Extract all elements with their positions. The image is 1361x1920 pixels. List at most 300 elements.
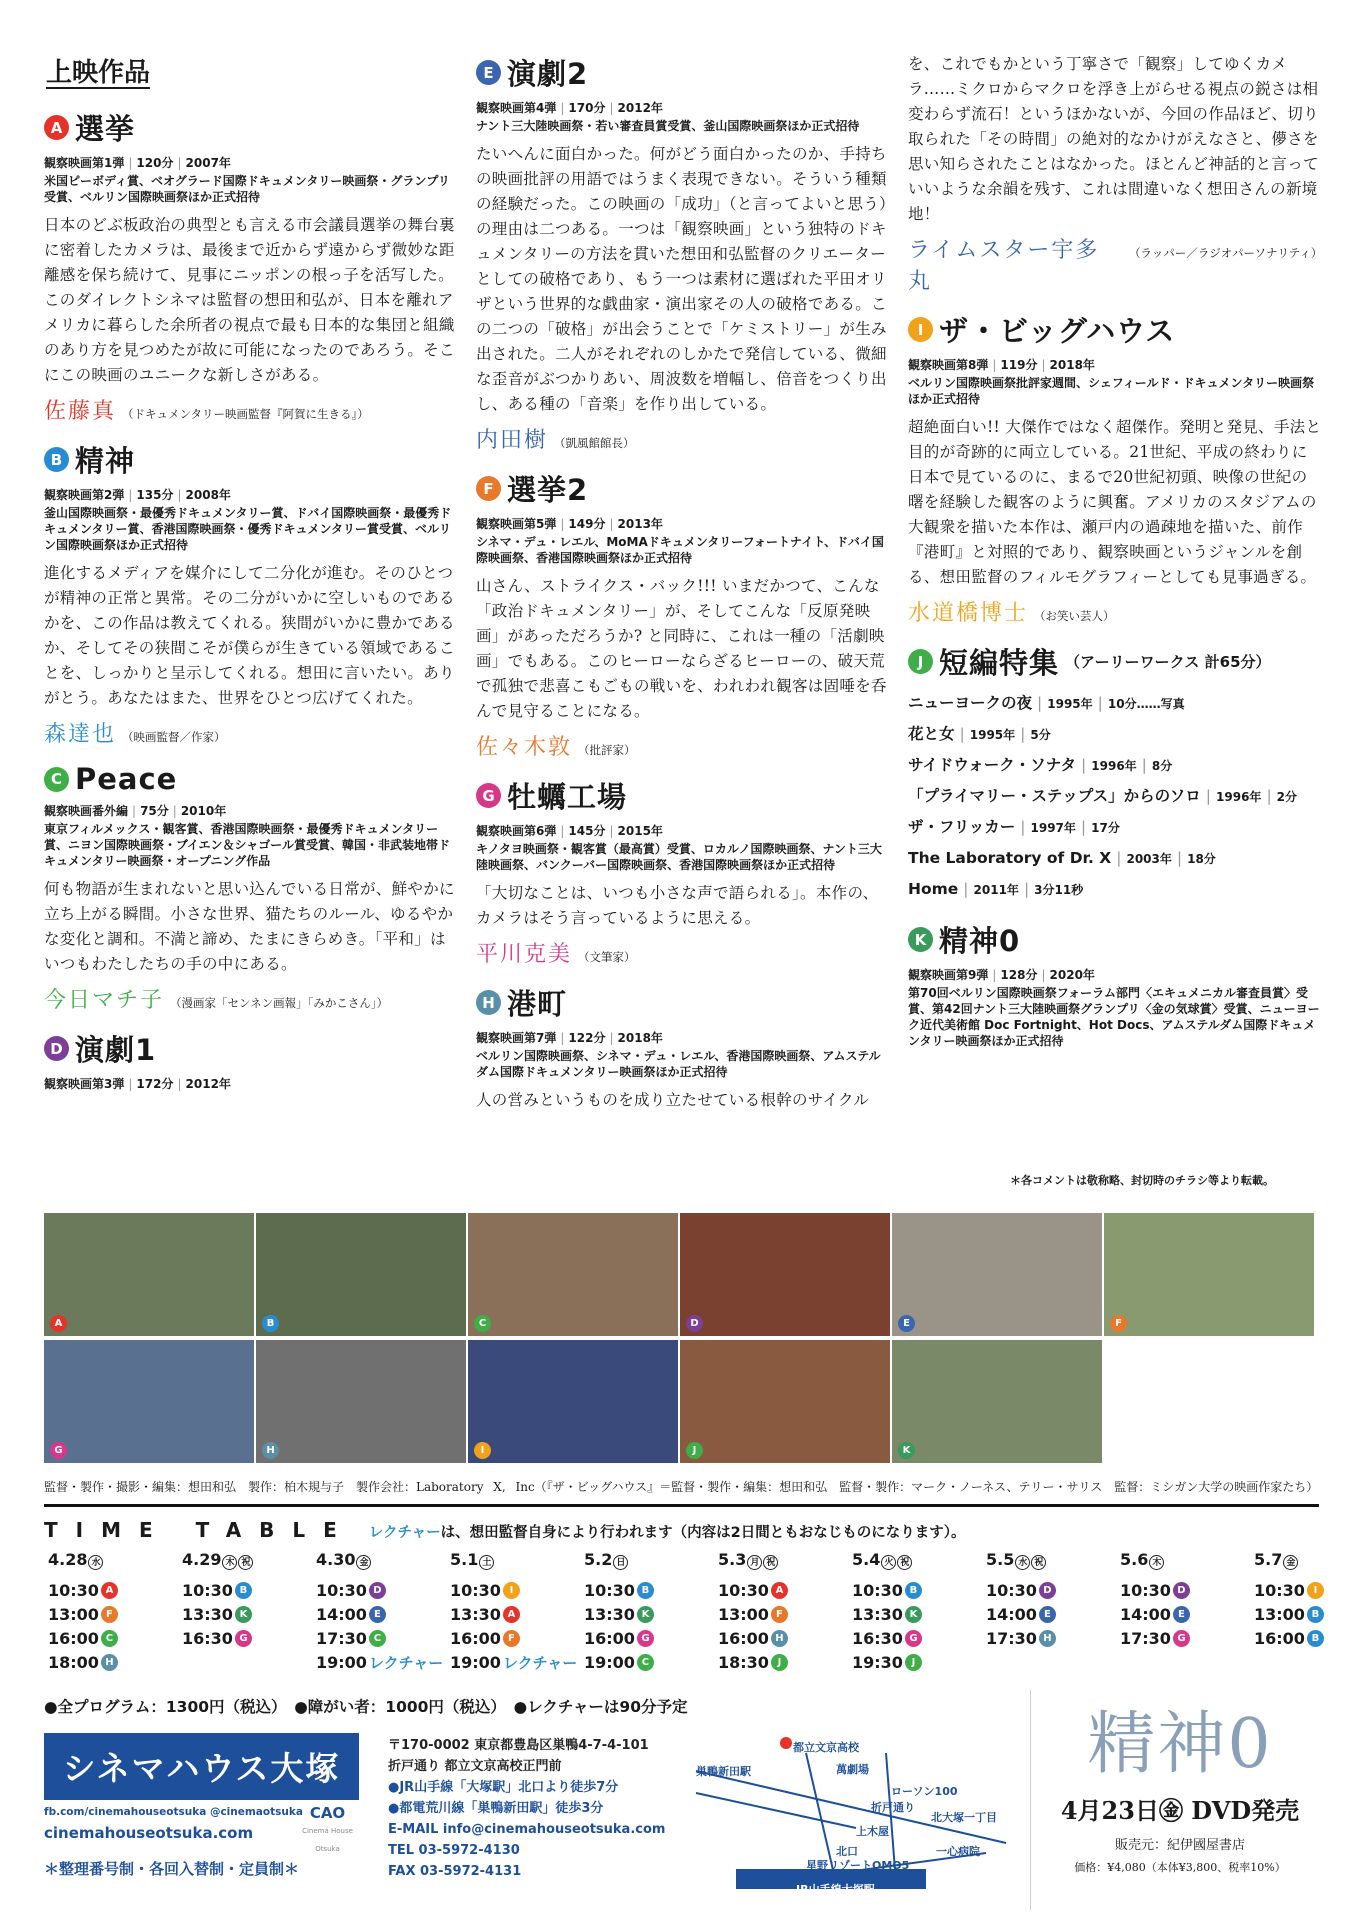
column-1 (44, 52, 456, 1106)
slot-badge: F (101, 1606, 118, 1623)
author-role: （凱風館館長） (554, 436, 635, 450)
slot-time: 16:00 (584, 1628, 635, 1648)
screening-slot (48, 1650, 180, 1674)
author-row (476, 423, 888, 454)
film-still-D (680, 1213, 890, 1336)
address-line: FAX 03-5972-4131 (388, 1864, 522, 1879)
meta-item: 2008年 (185, 488, 231, 502)
map-label: 萬劇場 (836, 1763, 869, 1776)
slot-badge: A (771, 1582, 788, 1599)
author-role: （ラッパー／ラジオパーソナリティ） (1128, 246, 1323, 260)
author-role: （お笑い芸人） (1034, 609, 1115, 623)
screening-slot (1254, 1626, 1361, 1650)
meta-item: 観察映画第4弾 (476, 101, 557, 115)
meta-item: 観察映画第1弾 (44, 156, 125, 170)
holiday-mark: 祝 (1031, 1555, 1046, 1570)
meta-item: 観察映画第7弾 (476, 1031, 557, 1045)
meta-separator: | (1020, 725, 1026, 743)
meta-separator: | (609, 517, 614, 531)
author-row (476, 730, 888, 761)
slot-badge: J (771, 1654, 788, 1671)
day-of-week: 土 (479, 1555, 494, 1570)
film-meta (44, 486, 456, 503)
screening-slot (718, 1626, 850, 1650)
day-column (316, 1550, 448, 1674)
meta-item: 観察映画第9弾 (908, 968, 989, 982)
screening-slot (1254, 1578, 1361, 1602)
day-of-week: 月 (747, 1555, 762, 1570)
dvd-release-date: 4月23日㊎ DVD発売 (1060, 1796, 1300, 1825)
price-info: ●全プログラム：1300円（税込） ●障がい者：1000円（税込） ●レクチャーは90分予定 (44, 1698, 688, 1716)
slot-time: 17:30 (316, 1628, 367, 1648)
dvd-seller: 販売元：紀伊國屋書店 (1114, 1838, 1245, 1853)
comment-text: 人の営みというものを成り立たせている根幹のサイクル (476, 1091, 870, 1109)
screening-slot (718, 1578, 850, 1602)
day-header (316, 1550, 448, 1578)
film-still-G (44, 1340, 254, 1463)
screening-slot (852, 1626, 984, 1650)
author-role: （映画監督／作家） (122, 730, 226, 744)
badge-C: C (44, 767, 69, 792)
badge-F: F (476, 476, 501, 501)
film-title-row (476, 52, 888, 93)
meta-separator: | (609, 101, 614, 115)
film-block-K (908, 919, 1322, 1049)
film-title: 選挙 (75, 112, 136, 146)
meta-separator: | (560, 824, 565, 838)
slot-badge: B (1307, 1606, 1324, 1623)
meta-separator: | (560, 517, 565, 531)
meta-separator: | (1041, 358, 1046, 372)
meta-item: 172分 (136, 1077, 174, 1091)
meta-item: 145分 (568, 824, 606, 838)
meta-separator: | (1023, 880, 1030, 898)
timetable-grid (48, 1550, 1323, 1680)
slot-badge: E (369, 1606, 386, 1623)
day-column (986, 1550, 1118, 1650)
film-still-A (44, 1213, 254, 1336)
photo-strip (44, 1213, 1319, 1464)
author-role: （文筆家） (578, 950, 636, 964)
theater-logo: シネマハウス大塚 (44, 1733, 359, 1800)
short-item (908, 781, 1322, 812)
short-duration: 17分 (1091, 821, 1120, 835)
meta-separator: | (609, 824, 614, 838)
day-date: 5.7 (1254, 1550, 1283, 1569)
screening-slot (48, 1602, 180, 1626)
short-item (908, 874, 1322, 905)
film-meta (476, 1029, 888, 1046)
short-year: 1995年 (1047, 697, 1093, 711)
slot-badge: F (771, 1606, 788, 1623)
film-meta (908, 356, 1322, 373)
slot-badge: I (503, 1582, 520, 1599)
short-year: 1995年 (969, 728, 1016, 742)
screening-slot (1254, 1602, 1361, 1626)
slot-time: 13:30 (584, 1604, 635, 1624)
film-title: ザ・ビッグハウス (939, 314, 1176, 348)
short-item (908, 843, 1322, 874)
meta-item: 2018年 (1049, 358, 1095, 372)
meta-item: 観察映画第5弾 (476, 517, 557, 531)
screening-slot (986, 1626, 1118, 1650)
film-awards: 第70回ベルリン国際映画祭フォーラム部門〈エキュメニカル審査員賞〉受賞、第42回ナント三大陸映画祭グランプリ〈金の気球賞〉受賞、ニューヨーク近代美術館 Doc Fortnight、Hot Docs、アムステルダム国際ドキュメンタリー映画祭ほか正式招待 (908, 986, 1320, 1048)
address-line: ●JR山手線「大塚駅」北口より徒歩7分 (388, 1780, 619, 1795)
slot-time: 16:30 (182, 1628, 233, 1648)
film-block-D (44, 1028, 456, 1092)
comment-text: 日本のどぶ板政治の典型とも言える市会議員選挙の舞台裏に密着したカメラは、最後まで近からず遠からず微妙な距離感を保ち続けて、見事にニッポンの根っ子を活写した。このダイレクトシネマは監督の想田和弘が、日本を離れアメリカに暮らした余所者の視点で最も日本的な集団と組織のあり方を見つめたが故に可能になったのであろう。そこにこの映画のユニークな新しさがある。 (44, 216, 455, 384)
badge-E: E (476, 60, 501, 85)
screening-slot (986, 1578, 1118, 1602)
slot-time: 13:00 (48, 1604, 99, 1624)
comment-text: 「大切なことは、いつも小さな声で語られる」。本作の、カメラはそう言っているように思える。 (476, 884, 879, 927)
meta-item: 2020年 (1049, 968, 1095, 982)
meta-separator: | (1176, 849, 1183, 867)
meta-item: 観察映画第3弾 (44, 1077, 125, 1091)
badge-A: A (44, 115, 69, 140)
meta-item: 観察映画第2弾 (44, 488, 125, 502)
comment-text: 進化するメディアを媒介にして二分化が進む。そのひとつが精神の正常と異常。その二分がいかに空しいものであるかを、この作品は教えてくれる。狭間がいかに豊かであるか、そしてその狭間こそが僕らが生きている領域であることを、しっかりと呈示してくれる。想田に言いたい。ありがとう。あなたはまた、世界をひとつ広げてくれた。 (44, 564, 455, 707)
short-item (908, 812, 1322, 843)
address-line: 折戸通り 都立文京高校正門前 (388, 1759, 562, 1774)
meta-item: 2018年 (617, 1031, 663, 1045)
slot-time: 16:00 (48, 1628, 99, 1648)
still-label: A (50, 1315, 67, 1332)
film-title-row (476, 468, 888, 509)
meta-item: 2012年 (617, 101, 663, 115)
meta-item: 119分 (1000, 358, 1038, 372)
meta-separator: | (1080, 818, 1087, 836)
film-title-row (476, 775, 888, 816)
short-year: 1996年 (1216, 790, 1262, 804)
meta-item: 観察映画番外編 (44, 804, 129, 818)
address-block (388, 1735, 665, 1882)
slot-badge: C (637, 1654, 654, 1671)
meta-separator: | (132, 804, 137, 818)
access-map (686, 1733, 1016, 1897)
slot-time: 10:30 (316, 1580, 367, 1600)
still-label: F (1110, 1315, 1127, 1332)
slot-time: 17:30 (986, 1628, 1037, 1648)
slot-badge: K (905, 1606, 922, 1623)
short-title: 「プライマリー・ステップス」からのソロ (908, 787, 1201, 805)
film-meta (476, 822, 888, 839)
meta-separator: | (1266, 787, 1272, 805)
short-duration: 5分 (1030, 728, 1051, 742)
short-title: サイドウォーク・ソナタ (908, 756, 1077, 774)
day-column (450, 1550, 582, 1674)
slot-time: 16:00 (1254, 1628, 1305, 1648)
day-header (986, 1550, 1118, 1578)
film-awards: ナント三大陸映画祭・若い審査員賞受賞、釜山国際映画祭ほか正式招待 (476, 119, 860, 133)
meta-item: 128分 (1000, 968, 1038, 982)
meta-separator: | (560, 1031, 565, 1045)
screening-slot (316, 1578, 448, 1602)
address-line: 〒170-0002 東京都豊島区巣鴨4-7-4-101 (388, 1738, 649, 1753)
day-column (1254, 1550, 1361, 1650)
meta-separator: | (992, 358, 997, 372)
screening-slot (1120, 1626, 1252, 1650)
day-date: 5.1 (450, 1550, 479, 1569)
screening-slot (584, 1578, 716, 1602)
short-title: 花と女 (908, 725, 955, 743)
film-title-row (44, 762, 456, 796)
meta-item: 観察映画第6弾 (476, 824, 557, 838)
badge-J: J (908, 649, 933, 674)
slot-badge: B (1307, 1630, 1324, 1647)
badge-I: I (908, 317, 933, 342)
slot-badge: H (101, 1654, 118, 1671)
slot-time: 14:00 (986, 1604, 1037, 1624)
badge-K: K (908, 927, 933, 952)
badge-B: B (44, 447, 69, 472)
slot-time: 17:30 (1120, 1628, 1171, 1648)
shorts-list (908, 688, 1322, 905)
meta-item: 170分 (568, 101, 606, 115)
film-meta (476, 515, 888, 532)
slot-time: 10:30 (852, 1580, 903, 1600)
day-of-week: 金 (356, 1555, 371, 1570)
slot-time: 16:00 (450, 1628, 501, 1648)
slot-badge: A (503, 1606, 520, 1623)
author-row (44, 394, 456, 425)
slot-time: 10:30 (986, 1580, 1037, 1600)
meta-item: 2015年 (617, 824, 663, 838)
film-block-B (44, 439, 456, 748)
slot-badge: J (905, 1654, 922, 1671)
meta-separator: | (1041, 968, 1046, 982)
slot-badge: A (101, 1582, 118, 1599)
map-label: 巣鴨新田駅 (696, 1765, 751, 1778)
slot-time: 18:30 (718, 1652, 769, 1672)
slot-badge: H (1039, 1630, 1056, 1647)
slot-badge: G (637, 1630, 654, 1647)
film-title: 港町 (507, 987, 568, 1021)
slot-badge: E (1039, 1606, 1056, 1623)
film-title-row (44, 1028, 456, 1069)
meta-separator: | (1141, 756, 1147, 774)
meta-item: 122分 (568, 1031, 606, 1045)
day-header (1254, 1550, 1361, 1578)
dvd-ad (1040, 1705, 1320, 1875)
slot-badge: C (101, 1630, 118, 1647)
website-link[interactable]: cinemahouseotsuka.com (44, 1824, 254, 1842)
film-title-row (476, 982, 888, 1023)
slot-time: 10:30 (182, 1580, 233, 1600)
slot-badge: B (235, 1582, 252, 1599)
section-title: 上映作品 (46, 58, 151, 88)
day-column (852, 1550, 984, 1674)
badge-G: G (476, 783, 501, 808)
screening-slot (718, 1602, 850, 1626)
screening-slot (48, 1578, 180, 1602)
film-still-F (1104, 1213, 1314, 1336)
day-column (584, 1550, 716, 1674)
road-line (696, 1793, 856, 1828)
slot-badge: B (905, 1582, 922, 1599)
map-label: 北大塚一丁目 (931, 1811, 997, 1824)
slot-badge: B (637, 1582, 654, 1599)
meta-separator: | (560, 101, 565, 115)
film-title-row (44, 439, 456, 480)
still-label: E (898, 1315, 915, 1332)
meta-item: 149分 (568, 517, 606, 531)
day-of-week: 木 (1149, 1555, 1164, 1570)
meta-separator: | (959, 725, 965, 743)
divider (1030, 1690, 1031, 1910)
timetable-header (44, 1518, 965, 1542)
film-awards: ベルリン国際映画祭、シネマ・デュ・レエル、香港国際映画祭、アムステルダム国際ドキュメンタリー映画祭ほか正式招待 (476, 1049, 881, 1079)
still-label: K (898, 1442, 915, 1459)
screening-slot (986, 1602, 1118, 1626)
screening-slot (450, 1602, 582, 1626)
slot-time: 19:00 (450, 1652, 501, 1672)
column-2 (476, 52, 888, 1127)
screening-slot (584, 1650, 716, 1674)
slot-time: 13:30 (852, 1604, 903, 1624)
timetable-note: レクチャーは、想田監督自身により行われます（内容は2日間ともおなじものになります）。 (368, 1525, 966, 1541)
film-title: 選挙2 (507, 473, 589, 507)
meta-separator: | (1037, 694, 1043, 712)
holiday-mark: 祝 (238, 1555, 253, 1570)
map-label: ローソン100 (891, 1785, 958, 1798)
screening-slot (1120, 1602, 1252, 1626)
film-title: 精神0 (939, 924, 1021, 958)
day-of-week: 金 (1283, 1555, 1298, 1570)
social-handles[interactable]: fb.com/cinemahouseotsuka @cinemaotsuka (44, 1806, 303, 1818)
screening-slot (852, 1602, 984, 1626)
film-title-row (44, 107, 456, 148)
film-awards: シネマ・デュ・レエル、MoMAドキュメンタリーフォートナイト、ドバイ国際映画祭、香港国際映画祭ほか正式招待 (476, 535, 884, 565)
slot-time: 13:00 (1254, 1604, 1305, 1624)
film-still-J (680, 1340, 890, 1463)
slot-badge: G (905, 1630, 922, 1647)
short-duration: 3分11秒 (1034, 883, 1084, 897)
theater-marker-icon (780, 1737, 792, 1749)
screening-slot (852, 1650, 984, 1674)
address-line: E-MAIL info@cinemahouseotsuka.com (388, 1822, 666, 1837)
holiday-mark: 祝 (763, 1555, 778, 1570)
film-awards: 東京フィルメックス・観客賞、香港国際映画祭・最優秀ドキュメンタリー賞、ニヨン国際映画祭・ブイエン＆シャゴール賞受賞、韓国・非武装地帯ドキュメンタリー映画祭・オープニング作品 (44, 822, 450, 868)
screening-slot (450, 1650, 582, 1674)
screening-slot (316, 1602, 448, 1626)
slot-badge: D (369, 1582, 386, 1599)
short-title: ニューヨークの夜 (908, 694, 1033, 712)
screening-slot (1120, 1578, 1252, 1602)
film-block-E (476, 52, 888, 454)
comment-text: 山さん、ストライクス・バック!!! いまだかつて、こんな「政治ドキュメンタリー」が、そしてこんな「反原発映画」があっただろうか? と同時に、これは一種の「活劇映画」でもある。このヒーローならざるヒーローの、破天荒で孤独で悲喜こもごもの戦いを、われわれ観客は固唾を呑んで見守ることになる。 (476, 577, 887, 720)
cao-logo: CAO Cinema House Otsuka (302, 1804, 353, 1853)
day-header (584, 1550, 716, 1578)
film-awards: ベルリン国際映画祭批評家週間、シェフィールド・ドキュメンタリー映画祭ほか正式招待 (908, 376, 1315, 406)
meta-item: 120分 (136, 156, 174, 170)
shorts-block (908, 641, 1322, 905)
map-label: 星野リゾートOMO5 (806, 1859, 910, 1872)
slot-badge: F (503, 1630, 520, 1647)
short-title: The Laboratory of Dr. X (908, 849, 1112, 867)
screening-slot (316, 1626, 448, 1650)
still-label: J (686, 1442, 703, 1459)
film-title: Peace (75, 762, 178, 796)
slot-time: 13:30 (182, 1604, 233, 1624)
slot-time: 10:30 (48, 1580, 99, 1600)
screening-slot (584, 1602, 716, 1626)
meta-separator: | (609, 1031, 614, 1045)
holiday-mark: 祝 (897, 1555, 912, 1570)
slot-time: 16:30 (852, 1628, 903, 1648)
day-date: 5.4 (852, 1550, 881, 1569)
dvd-logo: 精神0 (1087, 1705, 1273, 1784)
meta-item: 135分 (136, 488, 174, 502)
still-label: G (50, 1442, 67, 1459)
film-meta (44, 1075, 456, 1092)
slot-time: 10:30 (450, 1580, 501, 1600)
day-header (182, 1550, 314, 1578)
film-still-I (468, 1340, 678, 1463)
author-name: 水道橋博士 (908, 601, 1029, 626)
comment-note: ＊各コメントは敬称略、封切時のチラシ等より転載。 (1010, 1174, 1274, 1187)
meta-separator: | (177, 156, 182, 170)
meta-item: 75分 (140, 804, 169, 818)
timetable-title: TIME TABLE (44, 1518, 355, 1542)
continued-comment (908, 52, 1322, 295)
meta-separator: | (128, 488, 133, 502)
film-block-H (476, 982, 888, 1113)
address-line: TEL 03-5972-4130 (388, 1843, 520, 1858)
film-meta (44, 154, 456, 171)
meta-separator: | (992, 968, 997, 982)
film-title: 精神 (75, 444, 136, 478)
meta-item: 観察映画第8弾 (908, 358, 989, 372)
badge-D: D (44, 1036, 69, 1061)
meta-separator: | (963, 880, 969, 898)
lecture-label: レクチャー (502, 1653, 578, 1672)
column-3 (908, 52, 1322, 1063)
film-meta (908, 966, 1322, 983)
meta-separator: | (1020, 818, 1026, 836)
short-year: 2003年 (1126, 852, 1172, 866)
short-year: 2011年 (973, 883, 1019, 897)
day-of-week: 木 (222, 1555, 237, 1570)
short-item (908, 688, 1322, 719)
day-column (182, 1550, 314, 1650)
slot-badge: D (1173, 1582, 1190, 1599)
day-column (718, 1550, 850, 1674)
meta-separator: | (1081, 756, 1087, 774)
day-of-week: 火 (881, 1555, 896, 1570)
comment-text: 何も物語が生まれないと思い込んでいる日常が、鮮やかに立ち上がる瞬間。小さな世界、猫たちのルール、ゆるやかな変化と調和。不満と諦め、たまにきらめき。「平和」はいつもわたしたちの手の中にある。 (44, 880, 455, 973)
film-still-B (256, 1213, 466, 1336)
shorts-subtitle: （アーリーワークス 計65分） (1065, 653, 1271, 671)
film-still-E (892, 1213, 1102, 1336)
day-date: 5.5 (986, 1550, 1015, 1569)
author-name: 佐藤真 (44, 399, 117, 424)
author-name: 内田樹 (476, 428, 549, 453)
meta-item: 2012年 (185, 1077, 231, 1091)
badge-H: H (476, 990, 501, 1015)
day-date: 5.2 (584, 1550, 613, 1569)
author-name: 森達也 (44, 722, 117, 747)
slot-time: 16:00 (718, 1628, 769, 1648)
author-row (44, 983, 456, 1014)
slot-time: 10:30 (584, 1580, 635, 1600)
meta-item: 2007年 (185, 156, 231, 170)
day-date: 5.3 (718, 1550, 747, 1569)
day-header (852, 1550, 984, 1578)
author-row (476, 937, 888, 968)
slot-time: 19:30 (852, 1652, 903, 1672)
road-line (696, 1771, 1006, 1843)
